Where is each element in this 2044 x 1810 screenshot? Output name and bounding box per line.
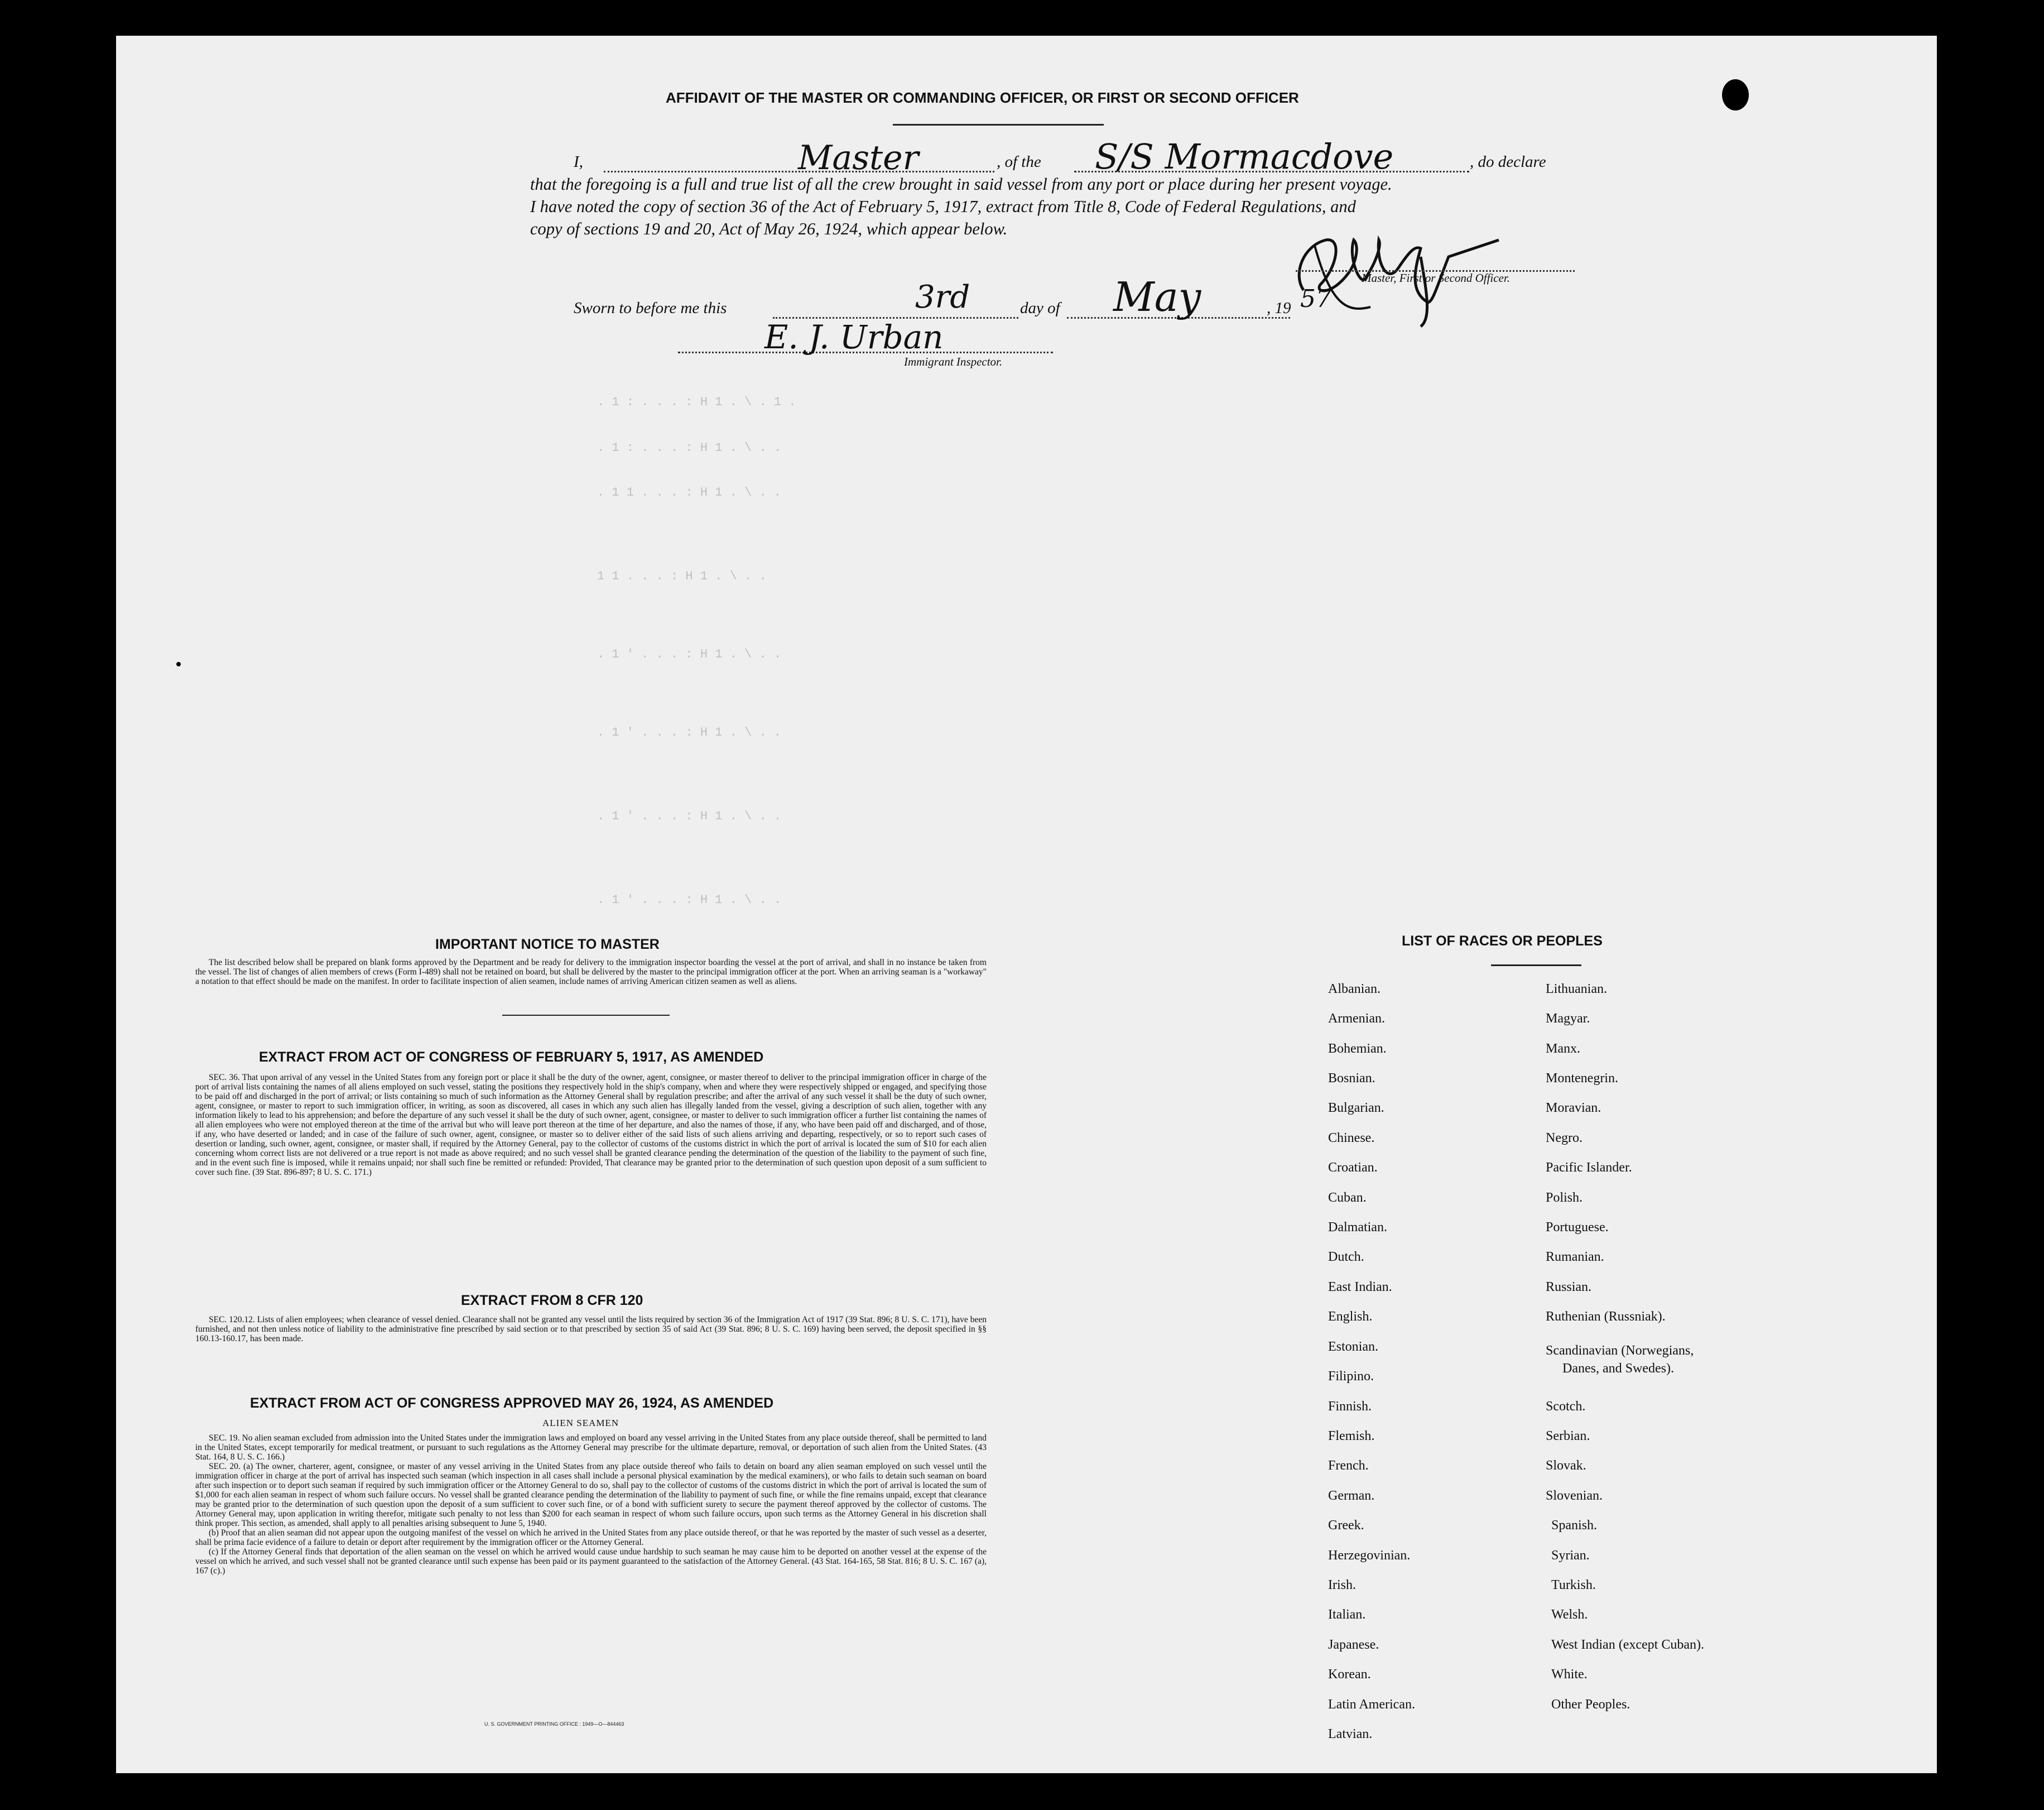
year-handwritten: 57: [1300, 285, 1331, 313]
affidavit-body-line-2: I have noted the copy of section 36 of the Act of February 5, 1917, extract from Title 8, Code of Federal Regulations, and: [530, 197, 1356, 216]
race-item: Ruthenian (Russniak).: [1546, 1309, 1666, 1324]
race-item: Serbian.: [1546, 1429, 1590, 1443]
race-item: German.: [1328, 1489, 1375, 1503]
race-item: Cuban.: [1328, 1190, 1367, 1205]
race-item: Scandinavian (Norwegians,: [1546, 1343, 1694, 1358]
race-item: English.: [1328, 1309, 1373, 1324]
extract-1924-subtitle: ALIEN SEAMEN: [542, 1418, 619, 1428]
sworn-label: Sworn to before me this: [574, 299, 727, 317]
race-item: Dutch.: [1328, 1250, 1364, 1264]
sec20b-text: (b) Proof that an alien seaman did not appear upon the outgoing manifest of the vessel on which he arrived in the United States from any place outside thereof, or that he was reported by the master of such vessel as a deserter, shall be prima facie evidence of a failure to detain or deport after requirement by the immigration officer or the Attorney General.: [195, 1528, 987, 1547]
race-item: Japanese.: [1328, 1638, 1379, 1652]
race-item: Croatian.: [1328, 1160, 1378, 1175]
signature-label: Master, First or Second Officer.: [1362, 271, 1510, 285]
punch-hole: [1964, 79, 1991, 111]
race-item: East Indian.: [1328, 1280, 1392, 1294]
race-item: Albanian.: [1328, 982, 1381, 996]
notice-text: The list described below shall be prepared on blank forms approved by the Department and be ready for delivery to the immigration inspector boarding the vessel at the port of arrival, and shall in no instance be taken from the vessel. The list of changes of alien members of crews (Form I-489) shall not be retained on board, but shall be delivered by the master to the principal immigration officer at the port. When an arriving seaman is a "workaway" a notation to that effect should be made on the manifest. In order to facilitate inspection of alien seamen, include names of arriving American citizen seamen as well as aliens.: [195, 958, 987, 986]
sec19-text: SEC. 19. No alien seaman excluded from admission into the United States under the immigration laws and employed on board any vessel arriving in the United States from any place outside thereof, shall be permitted to land in the United States, except temporarily for medical treatment, or pursuant to such regulations as the Attorney General may prescribe for the ultimate departure, removal, or deportation of such alien from the United States. (43 Stat. 164, 8 U. S. C. 166.): [195, 1433, 987, 1462]
race-item: Armenian.: [1328, 1011, 1385, 1026]
race-item: Finnish.: [1328, 1399, 1372, 1414]
month-handwritten: May: [1113, 273, 1201, 320]
race-item: Italian.: [1328, 1607, 1366, 1622]
speck: [176, 662, 181, 666]
title-rule: [893, 124, 1104, 126]
race-item: Latin American.: [1328, 1697, 1415, 1712]
race-item: Latvian.: [1328, 1727, 1373, 1741]
race-item: Bohemian.: [1328, 1041, 1387, 1056]
sec20a-text: SEC. 20. (a) The owner, charterer, agent, consignee, or master of any vessel arriving in the United States from any place outside thereof who fails to detain on board any alien seaman employed on such vessel until the immigration officer in charge at the port of arrival has inspected such seaman (which inspection in all cases shall include a personal physical examination by the medical examiners), or who fails to detain such seaman on board after such inspection or to deport such seaman if required by such immigration officer or the Attorney General to do so, shall pay to the collector of customs of the customs district in which the port of arrival is located the sum of $1,000 for each alien seaman in respect of whom such failure occurs. No vessel shall be granted clearance pending the determination of the liability to payment of such fine, or while the fine remains unpaid, except that clearance may be granted prior to the determination of such question upon the deposit of a sum sufficient to cover such fine, or of a bond with sufficient surety to secure the payment thereof approved by the collector of customs. The Attorney General may, upon application in writing therefor, mitigate such penalty to not less than $200 for each seaman in respect of whom such failure occurs, upon such terms as the Attorney General in his discretion shall think proper. This section, as amended, shall apply to all penalties arising subsequent to June 5, 1940.: [195, 1462, 987, 1528]
race-item: Filipino.: [1328, 1369, 1374, 1384]
punch-hole: [1954, 1550, 1981, 1582]
race-item: Dalmatian.: [1328, 1220, 1387, 1235]
race-item: Montenegrin.: [1546, 1071, 1618, 1086]
vessel-handwritten: S/S Mormacdove: [1095, 136, 1394, 177]
sec20c-text: (c) If the Attorney General finds that deportation of the alien seaman on the vessel on which he arrived would cause undue hardship to such seaman he may cause him to be deported on another vessel at the expense of the vessel on which he arrived, and such vessel shall not be granted clearance until such expense has been paid or its payment guaranteed to the satisfaction of the Attorney General. (43 Stat. 164-165, 58 Stat. 816; 8 U. S. C. 167 (a), 167 (c).): [195, 1547, 987, 1576]
punch-hole: [1722, 79, 1749, 111]
race-item: Slovak.: [1546, 1458, 1586, 1473]
race-item: Herzegovinian.: [1328, 1548, 1411, 1563]
race-item: Chinese.: [1328, 1131, 1375, 1145]
race-item: Rumanian.: [1546, 1250, 1604, 1264]
year-prefix: , 19: [1267, 299, 1291, 317]
race-item: Welsh.: [1551, 1607, 1588, 1622]
race-item: Slovenian.: [1546, 1489, 1603, 1503]
notice-title: IMPORTANT NOTICE TO MASTER: [435, 937, 660, 952]
extract-1917-title: EXTRACT FROM ACT OF CONGRESS OF FEBRUARY 5, 1917, AS AMENDED: [259, 1049, 764, 1065]
race-item: Manx.: [1546, 1041, 1580, 1056]
race-item: Estonian.: [1328, 1340, 1378, 1354]
race-item: West Indian (except Cuban).: [1551, 1638, 1704, 1652]
extract-1917-body: [195, 1073, 987, 1177]
extract-cfr-text: SEC. 120.12. Lists of alien employees; when clearance of vessel denied. Clearance shall not be granted any vessel until the lists required by section 36 of the Immigration Act of 1917 (39 Stat. 896; 8 U. S. C. 171), have been furnished, and not then unless notice of liability to the administrative fine prescribed by said section or to that prescribed by section 35 of said Act (39 Stat. 896; 8 U. S. C. 169) having been served, the deposit specified in §§ 160.13-160.17, has been made.: [195, 1315, 987, 1343]
race-item: Magyar.: [1546, 1011, 1590, 1026]
punch-hole: [1954, 1462, 1981, 1494]
notice-body: [195, 958, 987, 986]
race-item: Russian.: [1546, 1280, 1592, 1294]
inspector-signature: E. J. Urban: [764, 318, 944, 356]
affidavit-body-line-3: copy of sections 19 and 20, Act of May 26, 1924, which appear below.: [530, 219, 1008, 238]
race-item: Negro.: [1546, 1131, 1583, 1145]
race-item: Polish.: [1546, 1190, 1583, 1205]
race-item: Portuguese.: [1546, 1220, 1609, 1235]
affidavit-body-line-1: that the foregoing is a full and true list of all the crew brought in said vessel from any port or place during her present voyage.: [530, 175, 1392, 194]
race-item: Pacific Islander.: [1546, 1160, 1632, 1175]
punch-hole: [1954, 275, 1981, 306]
race-item: Korean.: [1328, 1667, 1371, 1682]
race-item: Turkish.: [1551, 1578, 1596, 1592]
extract-cfr-body: [195, 1315, 987, 1343]
race-item: Flemish.: [1328, 1429, 1375, 1443]
race-item: French.: [1328, 1458, 1369, 1473]
extract-1924-title: EXTRACT FROM ACT OF CONGRESS APPROVED MAY 26, 1924, AS AMENDED: [250, 1395, 774, 1411]
affidavit-title: AFFIDAVIT OF THE MASTER OR COMMANDING OFFICER, OR FIRST OR SECOND OFFICER: [666, 89, 1299, 106]
races-title: LIST OF RACES OR PEOPLES: [1402, 933, 1603, 949]
affidavit-do-declare-label: , do declare: [1470, 153, 1546, 171]
race-item: Danes, and Swedes).: [1562, 1361, 1674, 1376]
day-handwritten: 3rd: [915, 279, 970, 315]
race-item: Other Peoples.: [1551, 1697, 1631, 1712]
race-item: Irish.: [1328, 1578, 1356, 1592]
race-item: Scotch.: [1546, 1399, 1586, 1414]
race-item: Spanish.: [1551, 1518, 1598, 1533]
extract-cfr-title: EXTRACT FROM 8 CFR 120: [461, 1293, 643, 1308]
affidavit-of-the-label: , of the: [997, 153, 1041, 171]
inspector-label: Immigrant Inspector.: [904, 355, 1003, 368]
race-item: Lithuanian.: [1546, 982, 1607, 996]
race-item: Greek.: [1328, 1518, 1364, 1533]
race-item: White.: [1551, 1667, 1588, 1682]
race-item: Syrian.: [1551, 1548, 1590, 1563]
notice-rule: [502, 1015, 670, 1016]
races-rule: [1491, 964, 1581, 966]
race-item: Bulgarian.: [1328, 1101, 1384, 1115]
printing-office-footer: U. S. GOVERNMENT PRINTING OFFICE : 1949—O—844463: [484, 1721, 624, 1727]
race-item: Bosnian.: [1328, 1071, 1376, 1086]
affidavit-i-label: I,: [574, 153, 583, 171]
punch-hole: [1954, 626, 1981, 657]
extract-1924-body: [195, 1433, 987, 1576]
master-handwritten: Master: [798, 138, 919, 177]
punch-hole: [1954, 185, 1981, 217]
extract-1917-text: SEC. 36. That upon arrival of any vessel in the United States from any foreign port or place it shall be the duty of the owner, agent, consignee, or master thereof to deliver to the principal immigration officer in charge of the port of arrival lists containing the names of all aliens employed on such vessel, stating the positions they respectively hold in the ship's company, when and where they were respectively shipped or engaged, and specifying those to be paid off and discharged in the port of arrival; or lists containing so much of such information as the Attorney General shall by regulation prescribe; and after the arrival of any such vessel it shall be the duty of such owner, agent, consignee, or master to report to such immigration officer, in writing, as soon as discovered, all cases in which any such alien has illegally landed from the vessel, giving a description of such alien, together with any information likely to lead to his apprehension; and before the departure of any such vessel it shall be the duty of such owner, agent, consignee, or master to deliver to such immigration officer a further list containing the names of all alien employees who were not employed thereon at the time of the arrival but who will leave port thereon at the time of her departure, and also the names of those, if any, who have been paid off and discharged, and of those, if any, who have deserted or landed; and in case of the failure of such owner, agent, consignee, or master so to deliver either of the said lists of such aliens arriving and departing, respectively, or so to report such cases of desertion or landing, such owner, agent, consignee, or master shall, if required by the Attorney General, pay to the collector of customs of the customs district in which the port of arrival is located the sum of $10 for each alien concerning whom correct lists are not delivered or a true report is not made as above required; and no such vessel shall be granted clearance pending the determination of the question of the liability to the payment of such fine, and in the event such fine is imposed, while it remains unpaid; nor shall such fine be remitted or refunded: Provided, That clearance may be granted prior to the determination of such question upon deposit of a sum sufficient to cover such fine. (39 Stat. 896-897; 8 U. S. C. 171.): [195, 1073, 987, 1177]
punch-hole: [1954, 532, 1981, 564]
day-of-label: day of: [1020, 299, 1060, 317]
race-item: Moravian.: [1546, 1101, 1601, 1115]
